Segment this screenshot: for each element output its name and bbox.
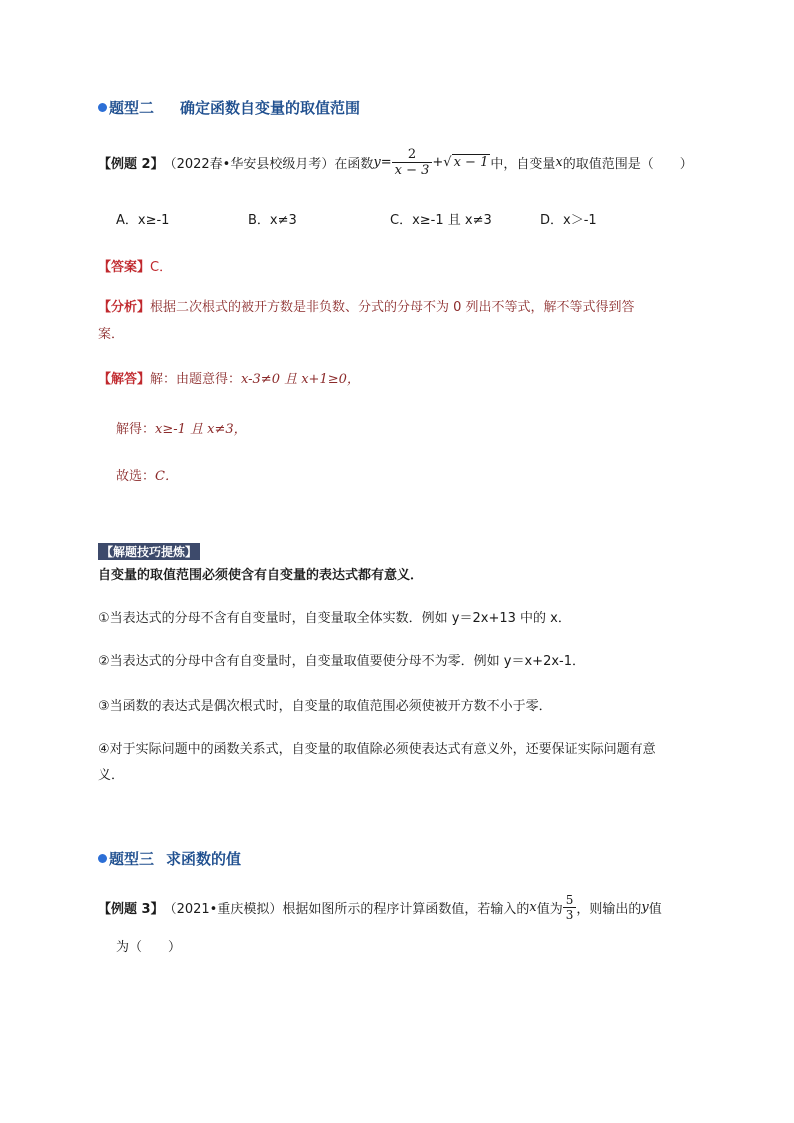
- example-3-question: [98, 889, 662, 925]
- question-post-b: 的取值范围是（ ）: [562, 156, 693, 172]
- option-b: B．x≠3: [248, 213, 297, 228]
- section-title: 求函数的值: [166, 850, 242, 868]
- question-post-a: ，则输出的: [576, 901, 642, 917]
- answer-text: C．: [150, 260, 173, 275]
- answer-line: [98, 256, 172, 275]
- option-d: D．x＞-1: [540, 213, 597, 228]
- math-x: x: [529, 899, 537, 915]
- example-tag: 【例题 2】: [98, 156, 164, 172]
- bullet-icon: [98, 854, 107, 863]
- option-a: A．x≥-1: [116, 213, 170, 228]
- solution-line-1: [98, 368, 360, 387]
- analysis-tag: 【分析】: [98, 300, 151, 315]
- solution-text-3b: C．: [155, 469, 178, 484]
- tips-item-3: ③当函数的表达式是偶次根式时，自变量的取值范围必须使被开方数不小于零．: [98, 699, 552, 714]
- math-plus: +: [432, 154, 444, 170]
- solution-text-2a: 解得：: [116, 422, 156, 437]
- fraction: [563, 893, 577, 922]
- question-pre: 在函数: [334, 156, 374, 172]
- example-source: （2021•重庆模拟）: [163, 901, 283, 917]
- section-label: 题型二: [109, 99, 155, 117]
- math-eq: =: [380, 154, 392, 170]
- fraction-numerator: 5: [565, 892, 574, 907]
- solution-text-1b: x-3≠0 且 x+1≥0，: [241, 372, 360, 387]
- math-y: y: [373, 154, 381, 170]
- fraction: [392, 147, 433, 178]
- option-c: C．x≥-1 且 x≠3: [390, 213, 492, 228]
- tips-item-2: ②当表达式的分母中含有自变量时，自变量取值要使分母不为零．例如 y＝x+2x-1．: [98, 654, 585, 669]
- sqrt-radicand: x − 1: [453, 154, 489, 170]
- example-tag: 【例题 3】: [98, 901, 164, 917]
- example-2-question: [98, 145, 693, 179]
- fraction-numerator: 2: [407, 146, 417, 162]
- tips-box: [98, 541, 200, 560]
- fraction-denominator: x − 3: [392, 162, 433, 178]
- example-source: （2022春•华安县校级月考）: [163, 156, 335, 172]
- section-heading-3: [98, 848, 241, 869]
- bullet-icon: [98, 103, 107, 112]
- tips-item-4-line-1: ④对于实际问题中的函数关系式，自变量的取值除必须使表达式有意义外，还要保证实际问题有意: [98, 742, 656, 757]
- solution-text-3a: 故选：: [116, 469, 156, 484]
- tips-item-4-line-2: 义．: [98, 768, 125, 783]
- section-label: 题型三: [109, 850, 155, 868]
- question-post-a: 中，自变量: [490, 156, 556, 172]
- answer-tag: 【答案】: [98, 260, 151, 275]
- sqrt-icon: √: [443, 154, 452, 170]
- fraction-denominator: 3: [563, 907, 577, 922]
- tips-item-1: ①当表达式的分母不含有自变量时，自变量取全体实数．例如 y＝2x+13 中的 x．: [98, 611, 571, 626]
- analysis-text-1: 根据二次根式的被开方数是非负数、分式的分母不为 0 列出不等式，解不等式得到答: [150, 300, 635, 315]
- question-mid: 值为: [536, 901, 563, 917]
- solution-tag: 【解答】: [98, 372, 151, 387]
- analysis-line-2: 案．: [98, 327, 125, 342]
- solution-text-2b: x≥-1 且 x≠3，: [155, 422, 247, 437]
- solution-line-2: [116, 418, 247, 437]
- question-post-b: 值: [648, 901, 662, 917]
- analysis-line-1: [98, 296, 635, 315]
- math-x: x: [555, 154, 563, 170]
- tips-heading: 自变量的取值范围必须使含有自变量的表达式都有意义．: [98, 568, 424, 583]
- solution-text-1a: 解：由题意得：: [150, 372, 242, 387]
- section-heading-2: [98, 97, 360, 118]
- math-y: y: [641, 899, 649, 915]
- example-3-line-2: 为（ ）: [116, 940, 182, 955]
- square-root: [443, 155, 490, 170]
- tips-label: 【解题技巧提炼】: [98, 543, 200, 560]
- question-pre: 根据如图所示的程序计算函数值，若输入的: [282, 901, 530, 917]
- section-title: 确定函数自变量的取值范围: [180, 99, 361, 117]
- solution-line-3: [116, 465, 178, 484]
